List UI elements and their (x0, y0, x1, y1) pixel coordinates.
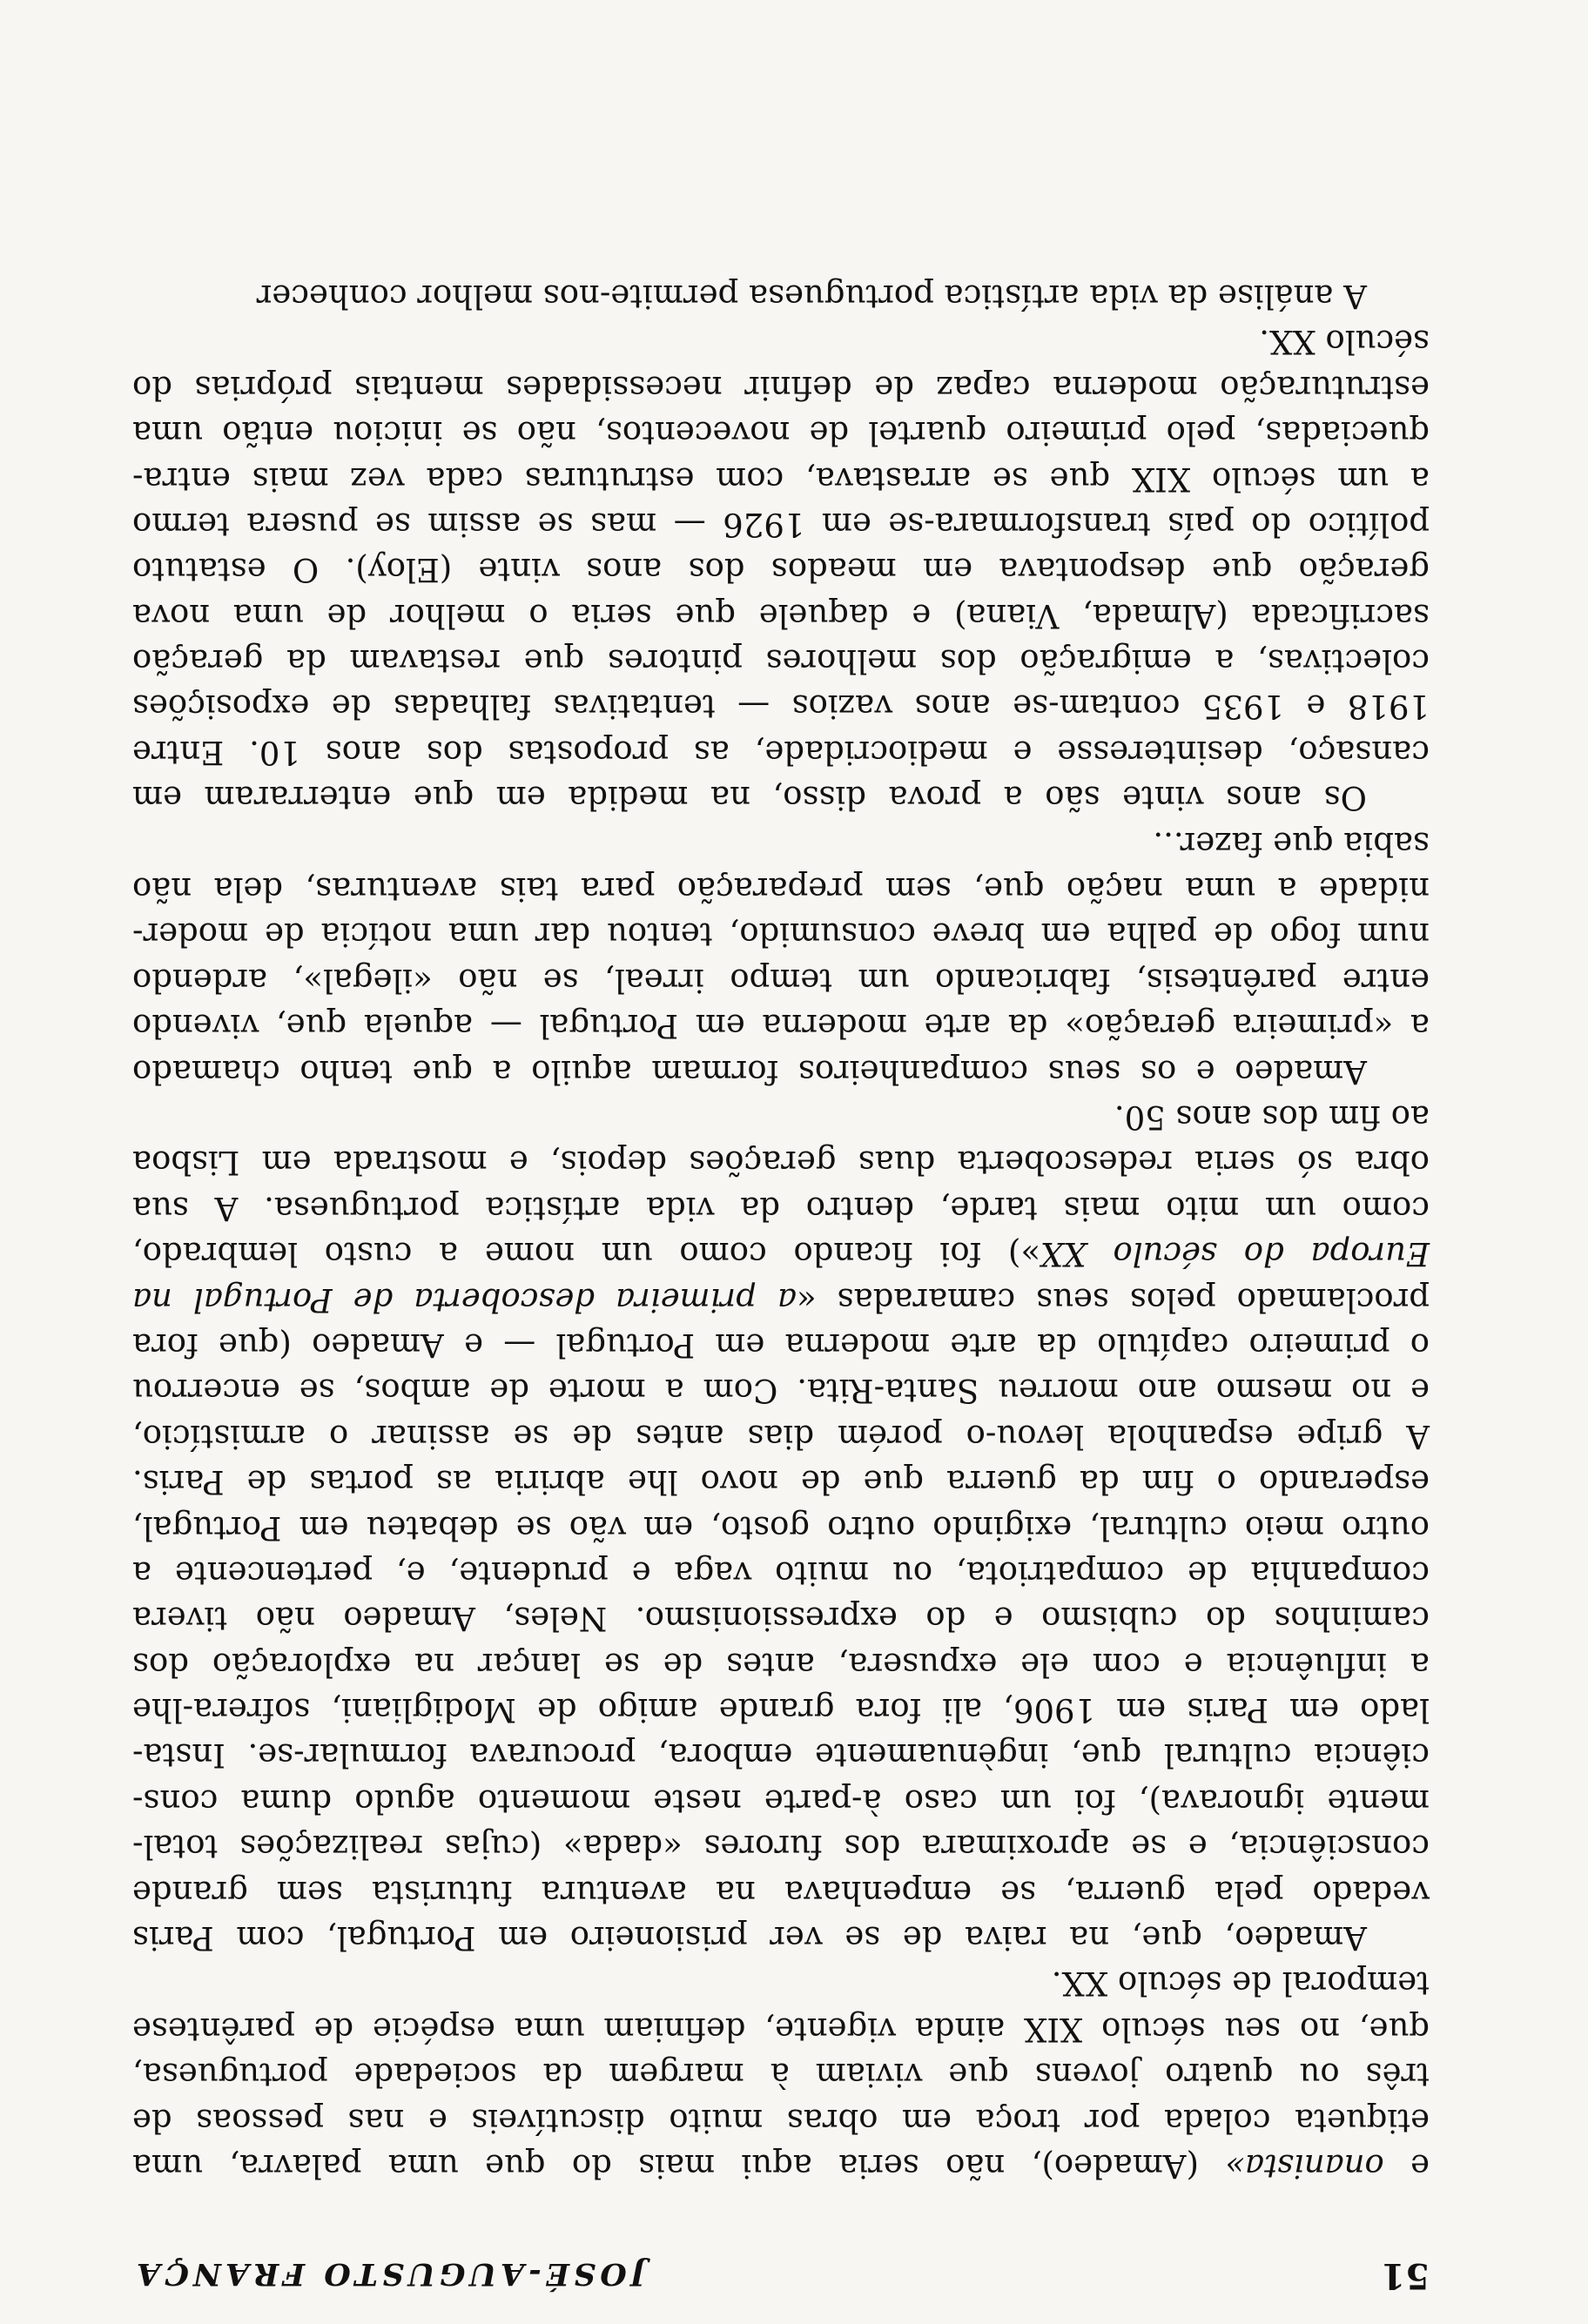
text-run: A análise da vida artística portuguesa permite-nos melhor conhecer (256, 277, 1367, 315)
text-line (132, 2097, 1430, 2142)
text-run: que, no seu século XIX ainda vigente, definiam uma espécie de parêntese (132, 2010, 1430, 2048)
text-line (132, 547, 1430, 592)
text-line (132, 410, 1430, 455)
paragraph (132, 319, 1430, 820)
text-run: companhia de compatriota, ou muito vaga e prudente, e, pertencente a (132, 1554, 1430, 1592)
text-line (132, 638, 1430, 683)
text-line (132, 1777, 1430, 1823)
text-run: vedado pela guerra, se empenhava na aventura futurista sem grande (132, 1873, 1430, 1911)
text-run: cansaço, desinteresse e mediocridade, as propostas dos anos 10. Entre (132, 733, 1430, 771)
text-run: colectivas, a emigração dos melhores pintores que restavam da geração (132, 642, 1430, 681)
text-line (132, 683, 1430, 729)
text-line (132, 1824, 1430, 1869)
text-run: num fogo de palha em breve consumido, tentou dar uma notícia de moder- (132, 916, 1430, 954)
text-line (132, 1732, 1430, 1777)
text-line (132, 1048, 1430, 1093)
text-line (132, 2005, 1430, 2051)
text-run: consciência, e se aproximara dos furores «dada» (cujas realizações total- (132, 1828, 1430, 1866)
text-line (132, 775, 1430, 820)
text-run: Amadeo e os seus companheiros formam aquilo a que tenho chamado (132, 1052, 1367, 1091)
text-run: lado em Paris em 1906, ali fora grande amigo de Modigliani, sofrera-lhe (132, 1691, 1430, 1730)
text-line (132, 1322, 1430, 1367)
text-run: etiqueta colada por troça em obras muito discutíveis e nas pessoas de (132, 2101, 1430, 2139)
text-line (132, 2143, 1430, 2188)
text-run: entre parêntesis, fabricando um tempo irreal, se não «ilegal», ardendo (132, 961, 1430, 999)
paragraph (132, 820, 1430, 1093)
text-line (132, 1413, 1430, 1458)
text-run: três ou quatro jovens que viviam à margem da sociedade portuguesa, (132, 2056, 1430, 2094)
text-run: sacrificada (Almada, Viana) e daquele que seria o melhor de uma nova (132, 596, 1430, 635)
text-line (132, 1367, 1430, 1413)
text-line (132, 1276, 1430, 1321)
text-line (132, 1094, 1430, 1139)
text-line (132, 273, 1430, 319)
text-run: Amadeo, que, na raiva de se ver prisioneiro em Portugal, com Paris (132, 1919, 1367, 1958)
text-run: político do país transformara-se em 1926 — mas se assim se pusera termo (132, 505, 1430, 543)
text-line (132, 1003, 1430, 1048)
text-run: obra só seria redescoberta duas gerações depois, e mostrada em Lisboa (132, 1144, 1430, 1182)
text-line (132, 364, 1430, 409)
text-run: sabia que fazer... (1153, 824, 1430, 863)
body-text (132, 273, 1430, 2188)
running-head-author: JOSÉ-AUGUSTO FRANÇA (132, 2256, 646, 2292)
text-run: a um século XIX que se arrastava, com estruturas cada vez mais entra- (132, 460, 1430, 498)
paragraph (132, 1960, 1430, 2188)
text-line (132, 1687, 1430, 1732)
text-run: e (1383, 2147, 1430, 2185)
text-run: a «primeira geração» da arte moderna em Portugal — aquela que, vivendo (132, 1007, 1430, 1045)
text-line (132, 455, 1430, 500)
text-run: como um mito mais tarde, dentro da vida artística portuguesa. A sua (132, 1189, 1430, 1227)
text-run: estruturação moderna capaz de definir necessidades mentais próprias do (132, 368, 1430, 406)
text-run: o primeiro capítulo da arte moderna em Portugal — e Amadeo (que fora (132, 1326, 1430, 1364)
page-content (132, 273, 1430, 2298)
text-run: (Amadeo), não seria aqui mais do que uma palavra, uma (132, 2147, 1226, 2185)
text-run: nidade a uma nação que, sem preparação para tais aventuras, dela não (132, 870, 1430, 909)
text-run: e no mesmo ano morreu Santa-Rita. Com a morte de ambos, se encerrou (132, 1372, 1430, 1410)
italic-text: Europa do século XX (1040, 1235, 1430, 1273)
paragraph (132, 1094, 1430, 1960)
text-run: a influência e com ele expusera, antes de se lançar na exploração dos (132, 1645, 1430, 1683)
text-line (132, 1185, 1430, 1230)
text-line (132, 1915, 1430, 1960)
text-run: temporal de século XX. (1051, 1965, 1430, 2003)
text-line (132, 2052, 1430, 2097)
text-run: outro meio cultural, exigindo outro gosto, em vão se debateu em Portugal, (132, 1508, 1430, 1547)
text-line (132, 1139, 1430, 1185)
text-line (132, 319, 1430, 364)
text-run: ao fim dos anos 50. (1114, 1098, 1430, 1137)
text-line (132, 1504, 1430, 1549)
text-line (132, 1641, 1430, 1686)
text-run: ») foi ficando como um nome a custo lembrado, (132, 1235, 1041, 1273)
text-run: mente ignorava), foi um caso à-parte neste momento agudo duma cons- (132, 1782, 1430, 1820)
text-run: proclamado pelos seus camaradas « (796, 1280, 1430, 1319)
italic-text: a primeira descoberta de Portugal na (132, 1280, 797, 1319)
text-run: ciência cultural que, ingènuamente embora, procurava formular-se. Insta- (132, 1736, 1430, 1775)
text-line (132, 1595, 1430, 1641)
paragraph (132, 273, 1430, 319)
text-line (132, 1550, 1430, 1595)
text-line (132, 820, 1430, 865)
text-line (132, 911, 1430, 957)
text-run: século XX. (1259, 323, 1430, 361)
running-header (132, 2246, 1430, 2298)
text-line (132, 957, 1430, 1002)
text-run: queciadas, pelo primeiro quartel de novecentos, não se iniciou então uma (132, 414, 1430, 453)
text-line (132, 1869, 1430, 1914)
text-line (132, 866, 1430, 911)
text-line (132, 729, 1430, 775)
text-run: caminhos do cubismo e do expressionismo. Neles, Amadeo não tivera (132, 1600, 1430, 1638)
text-line (132, 1231, 1430, 1276)
text-run: Os anos vinte são a prova disso, na medida em que enterraram em (132, 779, 1367, 817)
text-run: esperando o fim da guerra que de novo lhe abriria as portas de Paris. (132, 1463, 1430, 1501)
text-run: A gripe espanhola levou-o porém dias antes de se assinar o armistício, (132, 1417, 1430, 1455)
text-line (132, 501, 1430, 547)
text-line (132, 592, 1430, 637)
text-run: geração que despontava em meados dos anos vinte (Eloy). O estatuto (132, 551, 1430, 589)
text-run: 1918 e 1935 contam-se anos vazios — tentativas falhadas de exposições (132, 688, 1430, 726)
italic-text: onanista» (1225, 2147, 1384, 2185)
text-line (132, 1960, 1430, 2005)
page-number: 51 (1381, 2255, 1430, 2296)
text-line (132, 1459, 1430, 1504)
